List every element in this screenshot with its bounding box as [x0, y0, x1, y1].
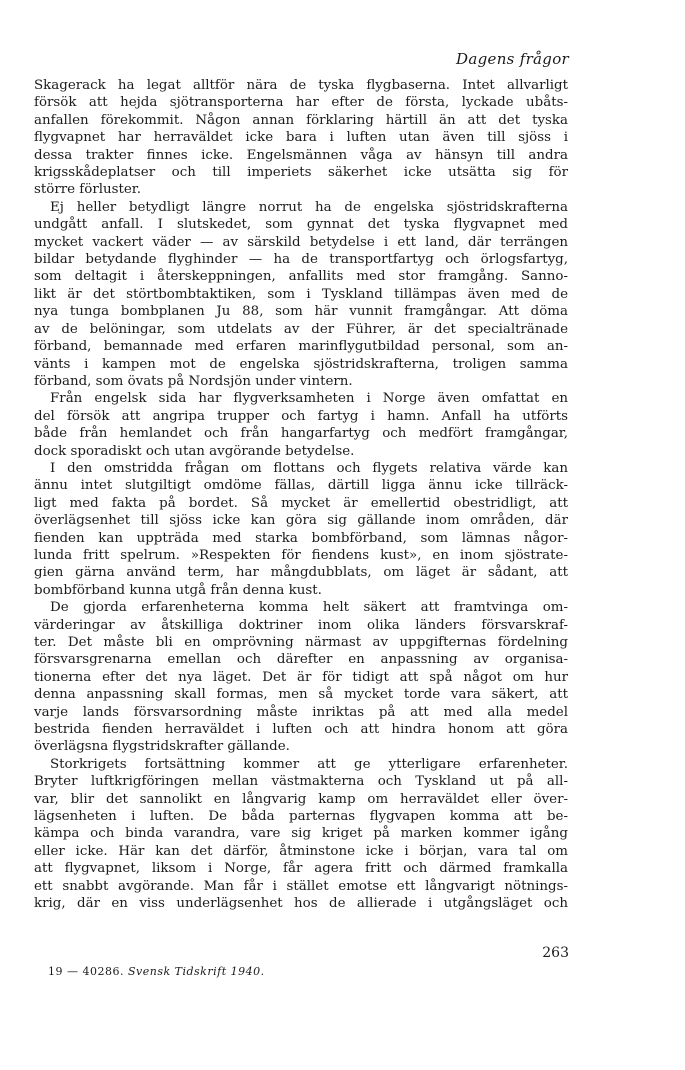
text-line: Storkrigets fortsättning kommer att ge ytterligare erfarenheter. — [50, 756, 568, 772]
text-line: undgått anfall. I slutskedet, som gynnat det tyska flygvapnet med — [34, 217, 568, 233]
text-line: gien gärna använd term, har mångdubblats, om läget är sådant, att — [34, 565, 568, 581]
text-line: fienden kan uppträda med starka bombförband, som lämnas någor- — [34, 530, 568, 546]
text-line: överlägsenhet till sjöss icke kan göra sig gällande inom områden, där — [34, 513, 568, 529]
text-line: att flygvapnet, liksom i Norge, får agera fritt och därmed framkalla — [34, 861, 568, 877]
text-line: krigsskådeplatser och till imperiets säkerhet icke utsätta sig för — [34, 165, 568, 181]
text-line: krig, där en viss underlägsenhet hos de allierade i utgångsläget och — [34, 896, 568, 912]
text-line: I den omstridda frågan om flottans och flygets relativa värde kan — [50, 460, 568, 476]
text-line: bildar betydande flyghinder — ha de transportfartyg och örlogsfartyg, — [34, 252, 568, 268]
page-number: 263 — [542, 945, 569, 961]
text-line: De gjorda erfarenheterna komma helt säkert att framtvinga om- — [50, 600, 568, 616]
text-line: försvarsgrenarna emellan och därefter en anpassning av organisa- — [34, 652, 568, 668]
text-line: del försök att angripa trupper och fartyg i hamn. Anfall ha utförts — [34, 408, 568, 424]
text-line: denna anpassning skall formas, men så mycket torde vara säkert, att — [34, 687, 568, 703]
text-line: nya tunga bombplanen Ju 88, som här vunnit framgångar. Att döma — [34, 304, 568, 320]
text-line: större förluster. — [34, 182, 141, 198]
text-line: dock sporadiskt och utan avgörande betydelse. — [34, 443, 355, 459]
text-line: varje lands försvarsordning måste inriktas på att med alla medel — [34, 704, 568, 720]
text-line: förband, bemannade med erfaren marinflygutbildad personal, som an- — [34, 339, 568, 355]
text-line: ter. Det måste bli en omprövning närmast av uppgifternas fördelning — [34, 635, 568, 650]
text-line: anfallen förekommit. Någon annan förklaring härtill än att det tyska — [34, 112, 568, 128]
text-line: förband, som övats på Nordsjön under vintern. — [34, 373, 353, 389]
text-line: ligt med fakta på bordet. Så mycket är emellertid obestridligt, att — [34, 495, 568, 511]
text-line: bombförband kunna utgå från denna kust. — [34, 582, 322, 598]
text-line: Ej heller betydligt längre norrut ha de engelska sjöstridskrafterna — [50, 199, 568, 215]
text-line: av de belöningar, som utdelats av der Führer, är det specialtränade — [34, 321, 568, 337]
running-head: Dagens frågor — [456, 50, 569, 68]
body-text — [34, 77, 568, 913]
text-line: lunda fritt spelrum. »Respekten för fiendens kust», en inom sjöstrate- — [34, 547, 568, 563]
footer-signature-line — [48, 965, 265, 978]
text-line: eller icke. Här kan det därför, åtminstone icke i början, vara tal om — [34, 843, 568, 859]
text-line: likt är det störtbombtaktiken, som i Tyskland tillämpas även med de — [34, 286, 568, 302]
text-line: bestrida fienden herraväldet i luften och att hindra honom att göra — [34, 722, 568, 738]
text-line: både från hemlandet och från hangarfartyg och medfört framgångar, — [34, 426, 568, 442]
text-line: värderingar av åtskilliga doktriner inom olika länders försvarskraf- — [34, 617, 568, 633]
text-line: ett snabbt avgörande. Man får i stället emotse ett långvarigt nötnings- — [34, 878, 568, 894]
text-line: överlägsna flygstridskrafter gällande. — [34, 739, 290, 755]
text-line: dessa trakter finnes icke. Engelsmännen våga av hänsyn till andra — [34, 147, 568, 163]
text-line: Bryter luftkrigföringen mellan västmakterna och Tyskland ut på all- — [34, 774, 568, 790]
text-line: Skagerack ha legat alltför nära de tyska flygbaserna. Intet allvarligt — [34, 78, 568, 93]
text-line: var, blir det sannolikt en långvarig kamp om herraväldet eller över- — [34, 791, 568, 807]
text-line: försök att hejda sjötransporterna har efter de första, lyckade ubåts- — [34, 95, 568, 111]
text-line: ännu intet slutgiltigt omdöme fällas, därtill ligga ännu icke tillräck- — [34, 478, 568, 494]
text-line: mycket vackert väder — av särskild betydelse i ett land, där terrängen — [34, 234, 568, 250]
text-line: tionerna efter det nya läget. Det är för tidigt att spå något om hur — [34, 669, 568, 685]
text-line: lägsenheten i luften. De båda parternas flygvapen komma att be- — [34, 809, 568, 825]
text-line: kämpa och binda varandra, vare sig kriget på marken kommer igång — [34, 826, 568, 842]
print-signature: 19 — 40286. — [48, 965, 124, 978]
journal-title: Svensk Tidskrift 1940. — [127, 965, 265, 978]
text-line: flygvapnet har herraväldet icke bara i luften utan även till sjöss i — [34, 130, 568, 146]
text-line: Från engelsk sida har flygverksamheten i Norge även omfattat en — [50, 391, 568, 407]
text-line: som deltagit i återskeppningen, anfallits med stor framgång. Sanno- — [34, 269, 568, 285]
text-line: vänts i kampen mot de engelska sjöstridskrafterna, troligen samma — [34, 356, 568, 372]
